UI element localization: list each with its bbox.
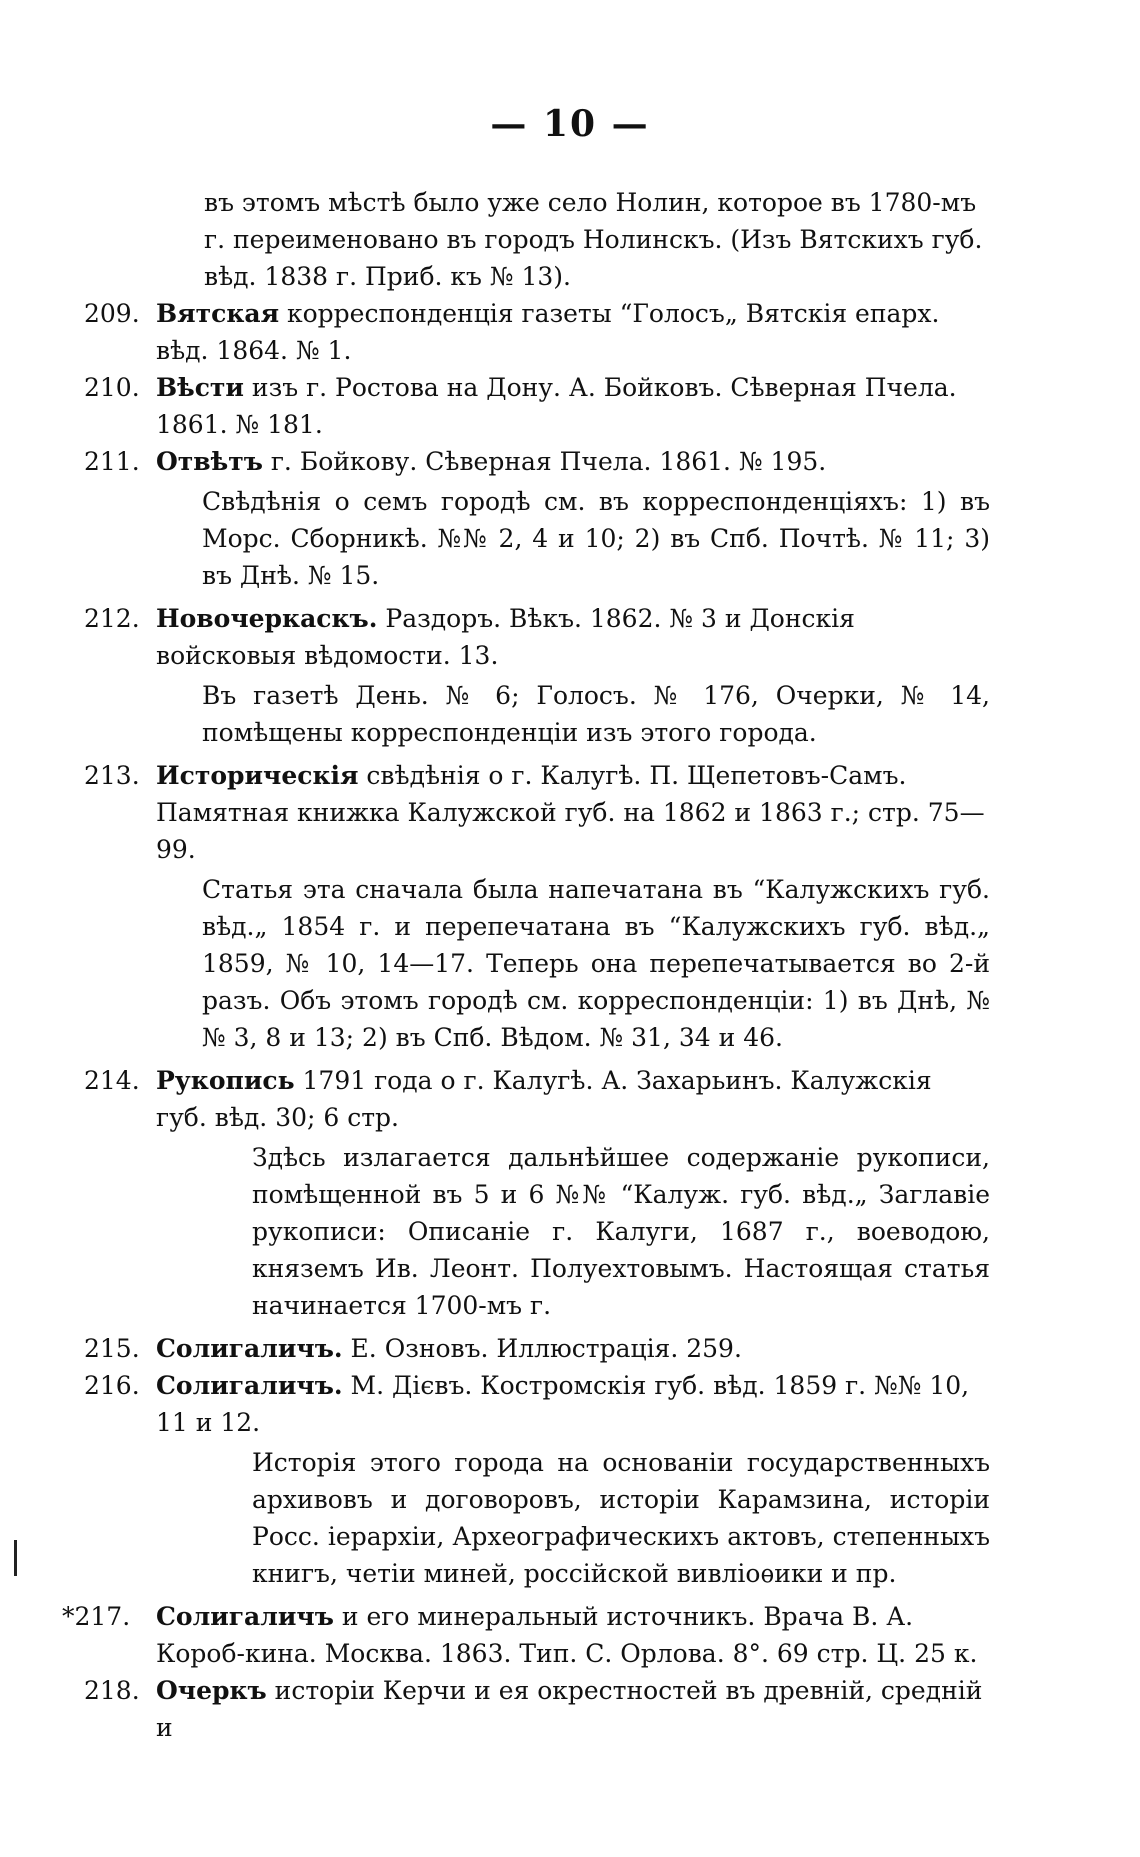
- entry-number: 213.: [84, 761, 140, 790]
- entry-218: [84, 1672, 990, 1746]
- entry-heading: Историческія: [156, 761, 359, 790]
- entry-note: Свѣдѣнія о семъ городѣ см. въ корреспонденціяхъ: 1) въ Морс. Сборникѣ. №№ 2, 4 и 10; 2) въ Спб. Почтѣ. № 11; 3) въ Днѣ. № 15.: [202, 487, 990, 590]
- entry-212: [84, 600, 990, 674]
- entry-number: *217.: [62, 1602, 131, 1631]
- entry-heading: Солигаличъ.: [156, 1334, 343, 1363]
- entry-continuation: [84, 184, 990, 295]
- entry-description: М. Дієвъ. Костромскія губ. вѣд. 1859 г. №№ 10, 11 и 12.: [156, 1371, 970, 1437]
- entry-number: 211.: [84, 447, 140, 476]
- entry-number: 215.: [84, 1334, 140, 1363]
- entry-text: [84, 369, 990, 443]
- margin-mark: [14, 1540, 17, 1576]
- entry-text: [84, 757, 990, 868]
- entry-215: [84, 1330, 990, 1367]
- entry-description: Раздоръ. Вѣкъ. 1862. № 3 и Донскія войсковыя вѣдомости. 13.: [156, 604, 855, 670]
- entry-217: [62, 1598, 990, 1672]
- entry-description: изъ г. Ростова на Дону. А. Бойковъ. Сѣверная Пчела. 1861. № 181.: [156, 373, 957, 439]
- entry-text: [84, 1062, 990, 1136]
- entry-number: 209.: [84, 299, 140, 328]
- entry-description: 1791 года о г. Калугѣ. А. Захарьинъ. Калужскія губ. вѣд. 30; 6 стр.: [156, 1066, 932, 1132]
- entry-text: [84, 1672, 990, 1746]
- entry-209: [84, 295, 990, 369]
- entry-description: Е. Озновъ. Иллюстрація. 259.: [342, 1334, 742, 1363]
- entry-heading: Отвѣтъ: [156, 447, 263, 476]
- entry-text: [84, 1330, 990, 1367]
- entry-210: [84, 369, 990, 443]
- entry-text: [84, 295, 990, 369]
- entry-heading: Новочеркаскъ.: [156, 604, 378, 633]
- entry-211: [84, 443, 990, 480]
- page-number: — 10 —: [490, 103, 650, 145]
- entry-text: [84, 1367, 990, 1441]
- entry-heading: Вятская: [156, 299, 280, 328]
- entry-note: Въ газетѣ День. № 6; Голосъ. № 176, Очерки, № 14, помѣщены корреспонденціи изъ этого города.: [202, 681, 990, 747]
- entry-heading: Вѣсти: [156, 373, 244, 402]
- entry-description: свѣдѣнія о г. Калугѣ. П. Щепетовъ-Самъ. Памятная книжка Калужской губ. на 1862 и 1863 г.; стр. 75—99.: [156, 761, 985, 864]
- entry-description: исторіи Керчи и ея окрестностей въ древній, средній и: [156, 1676, 983, 1742]
- entry-216: [84, 1367, 990, 1441]
- entry-description: г. Бойкову. Сѣверная Пчела. 1861. № 195.: [262, 447, 827, 476]
- entry-note: Статья эта сначала была напечатана въ “Калужскихъ губ. вѣд.„ 1854 г. и перепечатана въ “Калужскихъ губ. вѣд.„ 1859, № 10, 14—17. Теперь она перепечатывается во 2-й разъ. Объ этомъ городѣ см. корреспонденціи: 1) въ Днѣ, №№ 3, 8 и 13; 2) въ Спб. Вѣдом. № 31, 34 и 46.: [202, 875, 990, 1052]
- entry-heading: Солигаличъ: [156, 1602, 334, 1631]
- entry-number: 210.: [84, 373, 140, 402]
- entry-heading: Солигаличъ.: [156, 1371, 343, 1400]
- entry-214: [84, 1062, 990, 1136]
- entry-text: [84, 1598, 990, 1672]
- entry-note: Здѣсь излагается дальнѣйшее содержаніе рукописи, помѣщенной въ 5 и 6 №№ “Калуж. губ. вѣд.„ Заглавіе рукописи: Описаніе г. Калуги, 1687 г., воеводою, княземъ Ив. Леонт. Полуехтовымъ. Настоящая статья начинается 1700-мъ г.: [252, 1143, 990, 1320]
- entry-number: 214.: [84, 1066, 140, 1095]
- entry-description: корреспонденція газеты “Голосъ„ Вятскія епарх. вѣд. 1864. № 1.: [156, 299, 940, 365]
- entry-description: и его минеральный источникъ. Врача В. А. Короб-кина. Москва. 1863. Тип. С. Орлова. 8°. 69 стр. Ц. 25 к.: [156, 1602, 978, 1668]
- entry-number: 212.: [84, 604, 140, 633]
- entry-note: Исторія этого города на основаніи государственныхъ архивовъ и договоровъ, исторіи Карамзина, исторіи Росс. іерархіи, Археографическихъ актовъ, степенныхъ книгъ, четіи миней, россійской вивліоѳики и пр.: [252, 1448, 990, 1588]
- entry-text: [84, 600, 990, 674]
- entry-213: [84, 757, 990, 868]
- entry-text: [84, 443, 990, 480]
- entry-number: 218.: [84, 1676, 140, 1705]
- entry-heading: Очеркъ: [156, 1676, 267, 1705]
- entry-number: 216.: [84, 1371, 140, 1400]
- entry-heading: Рукопись: [156, 1066, 295, 1095]
- bibliography-body: [62, 184, 990, 1746]
- entry-text: въ этомъ мѣстѣ было уже село Нолин, которое въ 1780-мъ г. переименовано въ городъ Нолинскъ. (Изъ Вятскихъ губ. вѣд. 1838 г. Приб. къ № 13).: [204, 188, 983, 291]
